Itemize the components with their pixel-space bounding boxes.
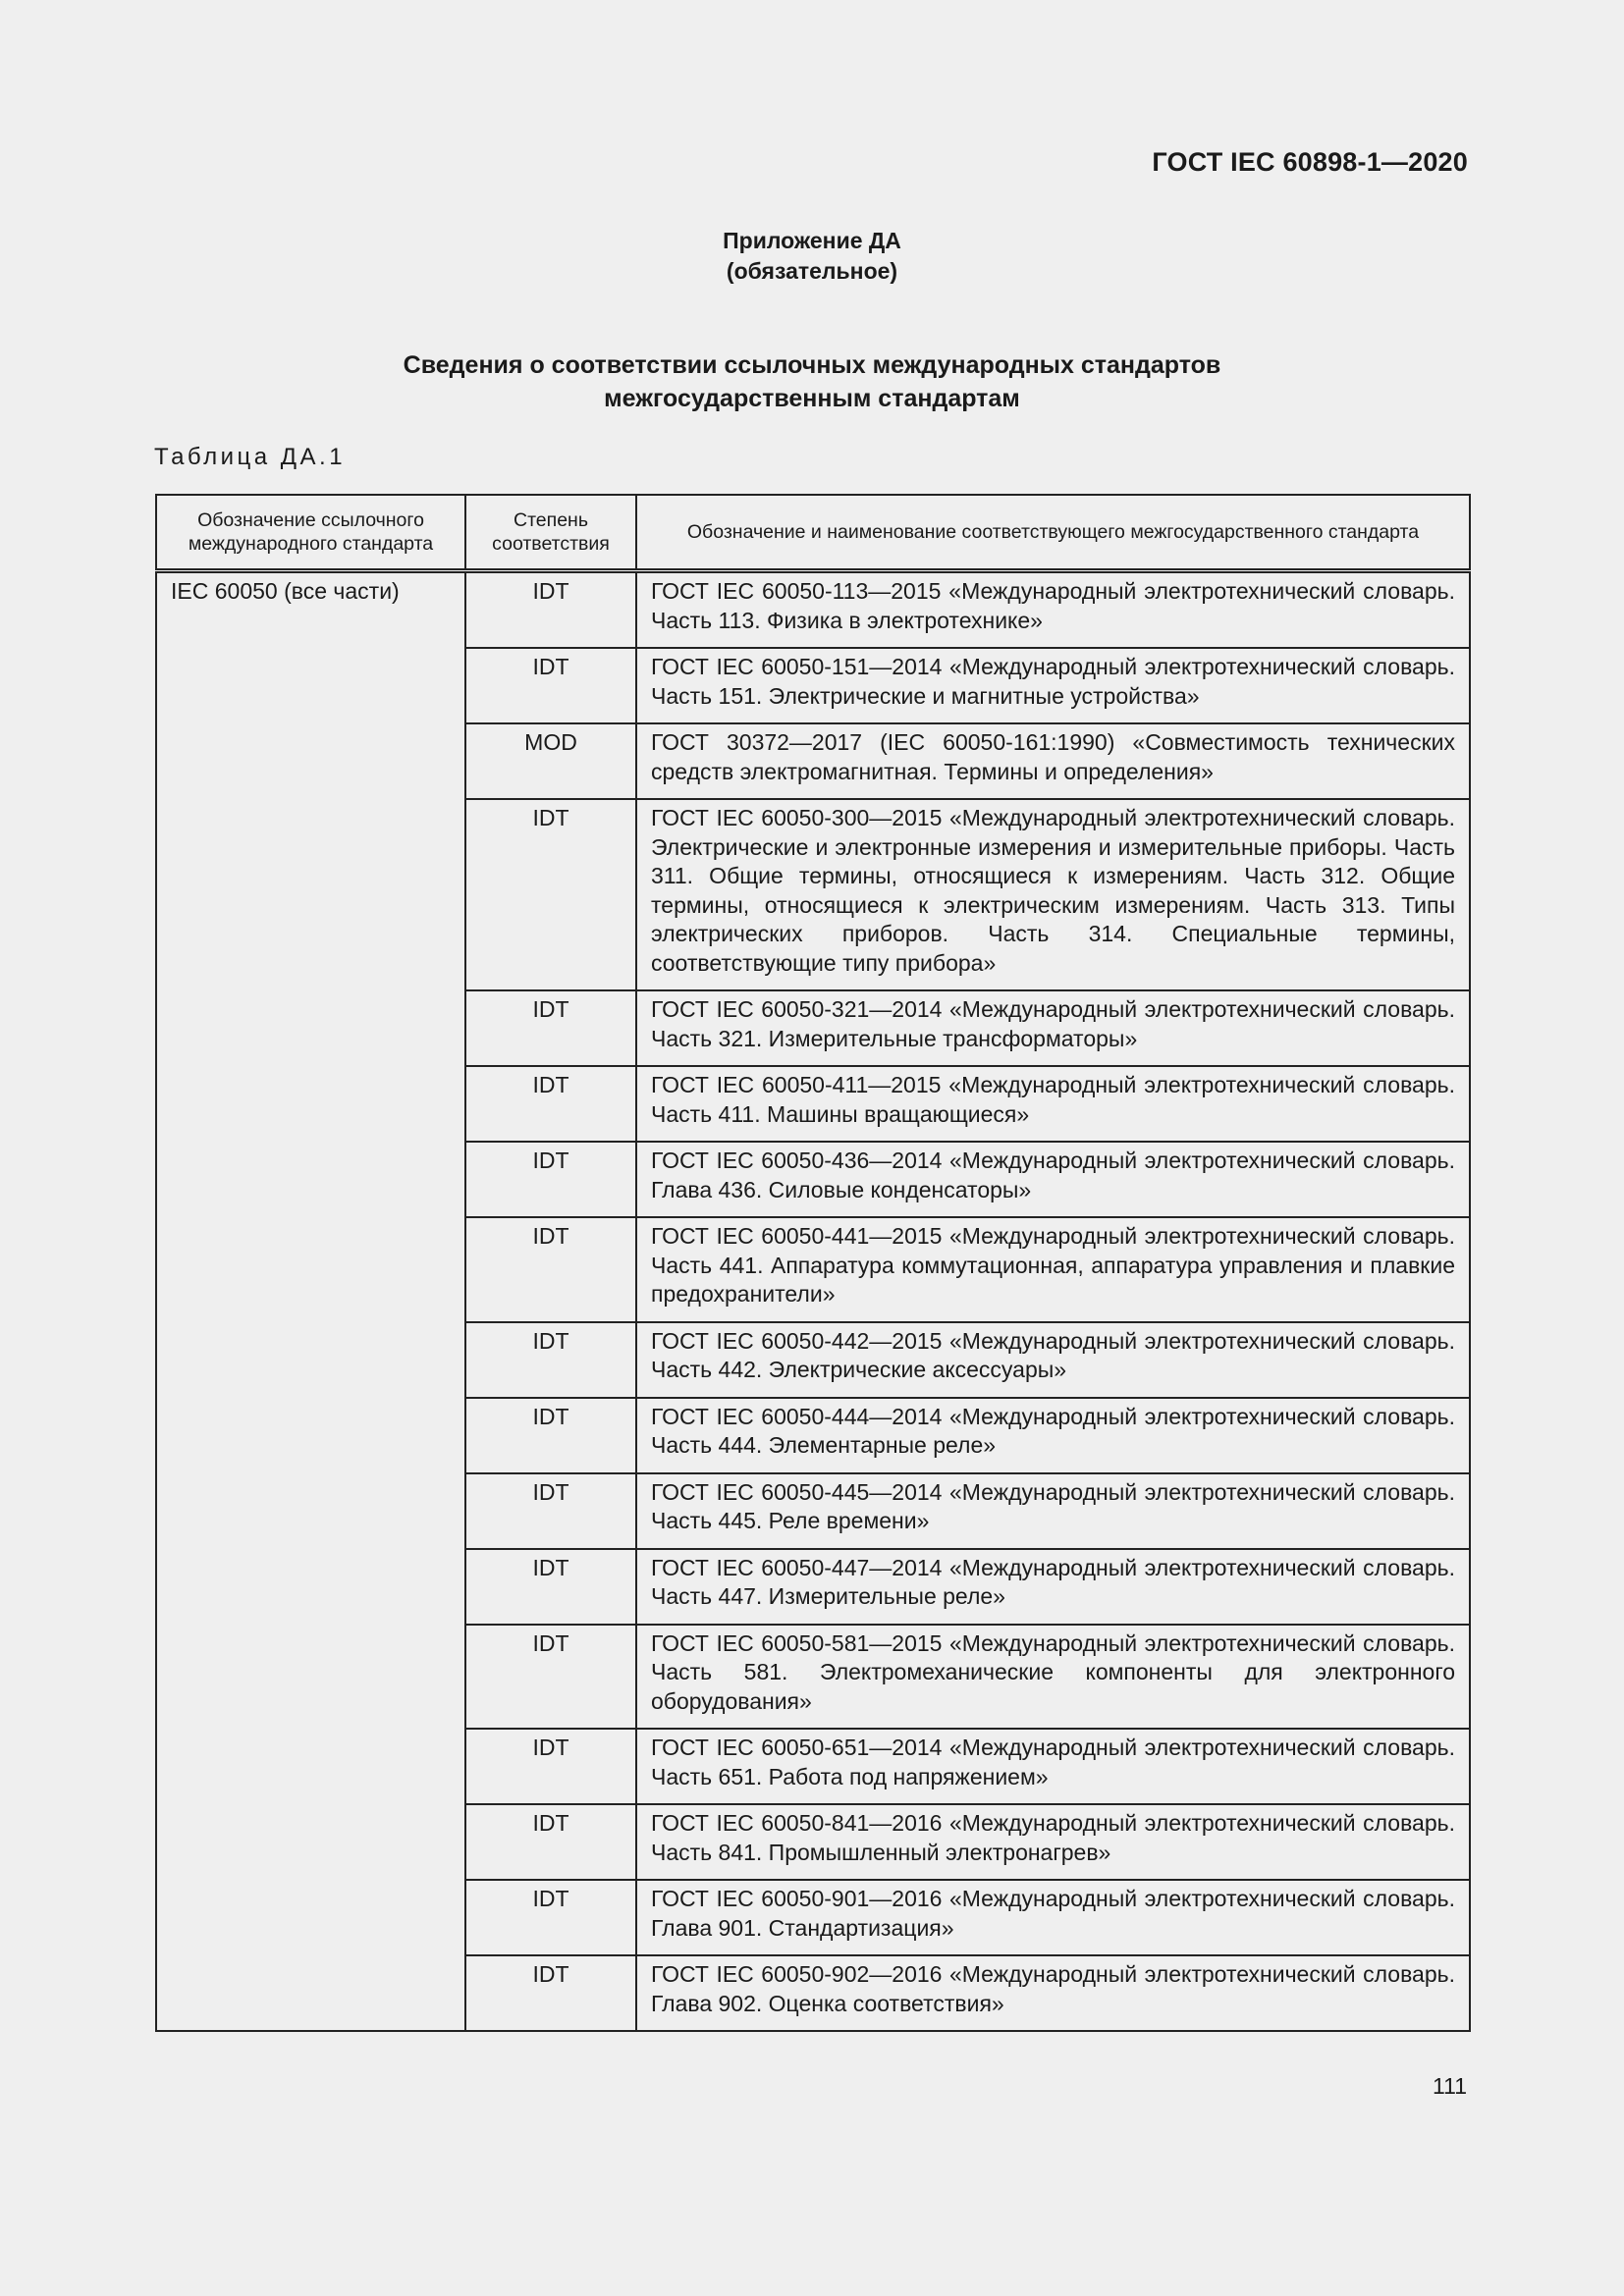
appendix-title: Приложение ДА [723, 228, 901, 253]
degree-cell: MOD [465, 723, 636, 799]
appendix-status: (обязательное) [726, 258, 898, 284]
standard-name-cell: ГОСТ IEC 60050-321—2014 «Международный электротехнический словарь. Часть 321. Измерительные трансформаторы» [636, 990, 1470, 1066]
standard-name-cell: ГОСТ IEC 60050-444—2014 «Международный электротехнический словарь. Часть 444. Элементарные реле» [636, 1398, 1470, 1473]
document-code: ГОСТ IEC 60898-1—2020 [1152, 147, 1468, 177]
standard-name-cell: ГОСТ IEC 60050-901—2016 «Международный электротехнический словарь. Глава 901. Стандартизация» [636, 1880, 1470, 1955]
header-degree: Степень соответствия [465, 495, 636, 571]
degree-cell: IDT [465, 1549, 636, 1625]
standards-table [155, 494, 1471, 2032]
standard-name-cell: ГОСТ IEC 60050-113—2015 «Международный электротехнический словарь. Часть 113. Физика в электротехнике» [636, 571, 1470, 649]
section-title-line-2: межгосударственным стандартам [604, 385, 1020, 412]
degree-cell: IDT [465, 1217, 636, 1322]
table-body [156, 571, 1470, 2032]
standard-name-cell: ГОСТ 30372—2017 (IEC 60050-161:1990) «Совместимость технических средств электромагнитная. Термины и определения» [636, 723, 1470, 799]
degree-cell: IDT [465, 1625, 636, 1730]
standard-name-cell: ГОСТ IEC 60050-447—2014 «Международный электротехнический словарь. Часть 447. Измерительные реле» [636, 1549, 1470, 1625]
standard-name-cell: ГОСТ IEC 60050-902—2016 «Международный электротехнический словарь. Глава 902. Оценка соответствия» [636, 1955, 1470, 2031]
appendix-heading [0, 226, 1624, 287]
degree-cell: IDT [465, 1880, 636, 1955]
degree-cell: IDT [465, 1322, 636, 1398]
table-caption: Таблица ДА.1 [154, 444, 347, 470]
degree-cell: IDT [465, 799, 636, 990]
standard-name-cell: ГОСТ IEC 60050-441—2015 «Международный электротехнический словарь. Часть 441. Аппаратура коммутационная, аппаратура управления и плавкие предохранители» [636, 1217, 1470, 1322]
table-header-row [156, 495, 1470, 571]
degree-cell: IDT [465, 1066, 636, 1142]
degree-cell: IDT [465, 1142, 636, 1217]
degree-cell: IDT [465, 990, 636, 1066]
section-title [0, 348, 1624, 415]
section-title-line-1: Сведения о соответствии ссылочных международных стандартов [403, 351, 1221, 379]
standard-name-cell: ГОСТ IEC 60050-581—2015 «Международный электротехнический словарь. Часть 581. Электромеханические компоненты для электронного оборудования» [636, 1625, 1470, 1730]
degree-cell: IDT [465, 1473, 636, 1549]
standard-name-cell: ГОСТ IEC 60050-841—2016 «Международный электротехнический словарь. Часть 841. Промышленный электронагрев» [636, 1804, 1470, 1880]
table-row [156, 571, 1470, 649]
standard-name-cell: ГОСТ IEC 60050-411—2015 «Международный электротехнический словарь. Часть 411. Машины вращающиеся» [636, 1066, 1470, 1142]
header-reference-standard: Обозначение ссылочного международного стандарта [156, 495, 465, 571]
standard-name-cell: ГОСТ IEC 60050-651—2014 «Международный электротехнический словарь. Часть 651. Работа под напряжением» [636, 1729, 1470, 1804]
standard-name-cell: ГОСТ IEC 60050-300—2015 «Международный электротехнический словарь. Электрические и электронные измерения и измерительные приборы. Часть 311. Общие термины, относящиеся к измерениям. Часть 312. Общие термины, относящиеся к электрическим измерениям. Часть 313. Типы электрических приборов. Часть 314. Специальные термины, соответствующие типу прибора» [636, 799, 1470, 990]
degree-cell: IDT [465, 571, 636, 649]
header-interstate-standard: Обозначение и наименование соответствующего межгосударственного стандарта [636, 495, 1470, 571]
degree-cell: IDT [465, 1804, 636, 1880]
standard-name-cell: ГОСТ IEC 60050-445—2014 «Международный электротехнический словарь. Часть 445. Реле времени» [636, 1473, 1470, 1549]
standard-name-cell: ГОСТ IEC 60050-151—2014 «Международный электротехнический словарь. Часть 151. Электрические и магнитные устройства» [636, 648, 1470, 723]
reference-standard-cell: IEC 60050 (все части) [156, 571, 465, 2032]
standard-name-cell: ГОСТ IEC 60050-442—2015 «Международный электротехнический словарь. Часть 442. Электрические аксессуары» [636, 1322, 1470, 1398]
page-number: 111 [1433, 2073, 1467, 2099]
degree-cell: IDT [465, 1398, 636, 1473]
degree-cell: IDT [465, 1729, 636, 1804]
degree-cell: IDT [465, 1955, 636, 2031]
standard-name-cell: ГОСТ IEC 60050-436—2014 «Международный электротехнический словарь. Глава 436. Силовые конденсаторы» [636, 1142, 1470, 1217]
degree-cell: IDT [465, 648, 636, 723]
